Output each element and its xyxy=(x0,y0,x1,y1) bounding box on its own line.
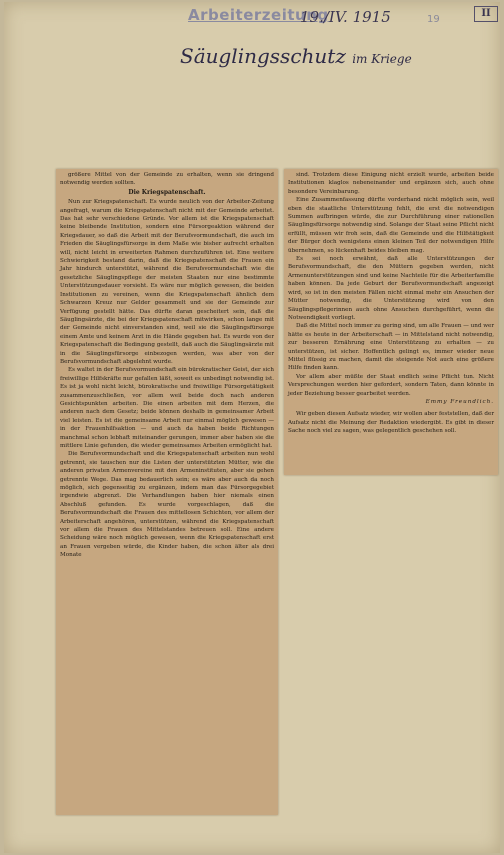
handwritten-title xyxy=(180,44,412,68)
article-paragraph: Es sei noch erwähnt, daß alle Unterstützungen der Berufsvormundschaft, die den Müttern gegeben werden, nicht Armenunterstützungen sind und keine Nachteile für die Arbeiterfamilie haben können. Da jede Geburt der Berufsvormundschaft angezeigt wird, so ist in den meisten Fällen nicht einmal mehr ein Ansuchen der Mütter notwendig, die Unterstützung wird von den Säuglingspflegerinnen auch ohne Ansuchen durchgeführt, wenn die Notwendigkeit vorliegt. xyxy=(288,256,494,321)
article-paragraph: sind. Trotzdem diese Einigung nicht erzielt wurde, arbeiten beide Institutionen klaglos nebeneinander und ergänzen sich, auch ohne besondere Vereinbarung. xyxy=(288,172,494,195)
article-paragraph: Daß die Mittel noch immer zu gering sind, um alle Frauen — und wer hätte es heute in der Arbeiterschaft — in Mittelstand nicht notwendig, zur besseren Ernährung eine Unterstützung zu erhalten — zu unterstützen, ist sicher. Hoffentlich gelingt es, immer wieder neue Mittel flüssig zu machen, damit die steigende Not auch eine größere Hilfe finden kann. xyxy=(288,323,494,372)
box-number: II xyxy=(474,6,498,22)
title-main: Säuglingsschutz xyxy=(180,44,346,68)
editorial-note: Wir geben diesen Aufsatz wieder, wir wollen aber feststellen, daß der Aufsatz nicht die Meinung der Redaktion wiedergibt. Es gibt in dieser Sache noch viel zu sagen, was gelegentlich geschehen soll. xyxy=(288,411,494,435)
newspaper-clipping-left xyxy=(56,169,278,815)
article-paragraph: Vor allem aber müßte der Staat endlich seine Pflicht tun. Nicht Versprechungen werden hier gefordert, sondern Taten, dann könnte in jeder Beziehung besser gearbeitet werden. xyxy=(288,373,494,397)
section-heading: Die Kriegspatenschaft. xyxy=(128,188,206,196)
handwritten-date: 19./IV. 1915 xyxy=(300,8,391,26)
article-paragraph: Nun zur Kriegspatenschaft. Es wurde neulich von der Arbeiter-Zeitung angefragt, warum die Kriegspatenschaft nicht mit der Gemeinde arbeitet. Das hat sehr verschiedene Gründe. Vor allem ist die Kriegspatenschaft keine bleibende Institution, sondern eine Fürsorgeaktion während der Kriegsdauer, so daß die Arbeit mit der Berufsvormundschaft, die auch im Frieden die Säuglingsfürsorge in dem Maße wie bisher aufrecht erhalten will, nicht leicht in erweiterten Rahmen durchzuführen ist. Eine weitere Schwierigkeit bestand darin, daß die Kriegspatenschaft die Frauen ein Jahr hindurch unterstützt, während die Berufsvormundschaft wie die gesetzliche Säuglingspflege der meisten Staaten nur eine bestimmte Unterstützungsdauer vorsieht. Es wäre nur möglich gewesen, die beiden Institutionen zu vereinen, wenn die Kriegspatenschaft ähnlich dem Schwarzen Kreuz nur Gelder gesammelt und sie der Gemeinde zur Verfügung gestellt hätte. Das dürfte daran gescheitert sein, daß die Säuglingsärzte, die bei der Kriegspatenschaft mitwirken, schon lange mit der Gemeinde nicht einverstanden sind, weil sie die Säuglingsfürsorge einem Amte und keinem Arzt in die Hände gegeben hat. Es wurde von der Kriegspatenschaft die Bedingung gestellt, daß auch die Säuglingsärzte mit in die Säuglingsfürsorge einbezogen werden, was aber von der Berufsvormundschaft abgelehnt wurde. xyxy=(60,199,274,365)
article-paragraph: Die Berufsvormundschaft und die Kriegspatenschaft arbeiten nun wohl getrennt, sie tauschen nur die Listen der unterstützten Mütter, wie die anderen privaten Armenvereine mit den Armeninstituten, aber sie gehen getrennte Wege. Das mag bedauerlich sein; es wäre aber auch da noch möglich, sich gegenseitig zu ergänzen, indem man das Fürsorgegebiet irgendwie abgrenzt. Die Verhandlungen haben hier niemals einen Abschluß gefunden. Es wurde vorgeschlagen, daß die Berufsvormundschaft die Frauen des mittellosen Schichten, vor allem der Arbeiterschaft angehören, unterstützen, während die Kriegspatenschaft vor allem die Frauen des Mittelstandes betreuen soll. Eine andere Scheidung wäre noch möglich gewesen, wenn die Kriegspatenschaft erst an Frauen vergeben würde, die Kinder haben, die schon älter als drei Monate xyxy=(60,451,274,559)
newspaper-stamp: Arbeiterzeitung xyxy=(188,6,329,24)
article-paragraph: größere Mittel von der Gemeinde zu erhalten, wenn sie dringend notwendig werden sollten. xyxy=(60,172,274,187)
author-signature: Emmy Freundlich. xyxy=(425,398,494,405)
newspaper-clipping-right xyxy=(284,169,498,475)
article-paragraph: Eine Zusammenfassung dürfte vorderhand nicht möglich sein, weil eben die staatliche Unterstützung fehlt, die erst die notwendigen Summen aufbringen würde, die zur Durchführung einer rationellen Säuglingsfürsorge notwendig sind. Solange der Staat seine Pflicht nicht erfüllt, müssen wir froh sein, daß die Gemeinde und die Hilfstätigkeit der Bürger doch wenigstens einen kleinen Teil der notwendigen Hilfe übernehmen, so lückenhaft beides bleiben mag. xyxy=(288,197,494,254)
page-number: 19 xyxy=(427,14,440,25)
title-sub: im Kriege xyxy=(352,52,412,66)
article-paragraph: Es waltet in der Berufsvormundschaft ein bürokratischer Geist, der sich freiwillige Hilfskräfte nur gefallen läßt, soweit es unbedingt notwendig ist. Es ist ja wohl nicht leicht, bürokratische und freiwillige Fürsorgetätigkeit zusammenzuschließen, vor allem weil beide doch nach anderen Gesichtspunkten arbeiten. Die einen arbeiten mit dem Herzen, die anderen nach dem Gesetz; beide können deshalb in gemeinsamer Arbeit viel leisten. Es ist die gemeinsame Arbeit nur einmal möglich gewesen — in der Frauenhilfsaktion — und auch da haben beide Richtungen manchmal schon lebhaft miteinander gerungen, immer aber haben sie die mittlere Linie gefunden, die wieder gemeinsames Arbeiten ermöglicht hat. xyxy=(60,367,274,449)
